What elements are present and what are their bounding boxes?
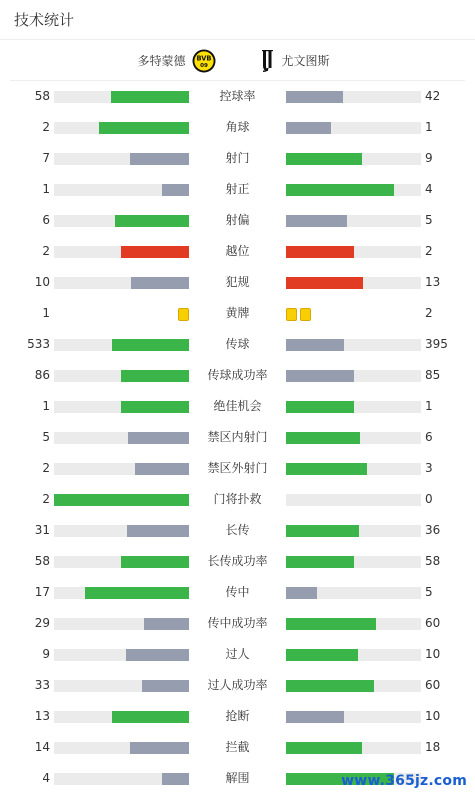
home-value: 4 xyxy=(42,771,50,785)
home-bar xyxy=(162,184,189,196)
stat-row xyxy=(0,732,475,763)
away-bar-track xyxy=(286,432,421,444)
away-value: 395 xyxy=(425,337,448,351)
home-bar-track xyxy=(54,680,189,692)
away-value: 13 xyxy=(425,275,441,289)
home-bar xyxy=(112,339,189,351)
home-value: 58 xyxy=(34,554,50,568)
away-bar-track xyxy=(286,463,421,475)
home-bar-track xyxy=(54,91,189,103)
home-bar xyxy=(144,618,189,630)
home-bar xyxy=(121,401,189,413)
stat-label: 长传成功率 xyxy=(207,554,268,568)
home-bar-track xyxy=(54,401,189,413)
away-value: 1 xyxy=(425,399,433,413)
away-bar-track xyxy=(286,246,421,258)
watermark: www.365jz.com xyxy=(341,773,467,789)
away-bar-track xyxy=(286,680,421,692)
stat-row xyxy=(0,453,475,484)
home-bar xyxy=(142,680,189,692)
stat-label: 传球 xyxy=(225,337,250,351)
away-bar-track xyxy=(286,153,421,165)
away-bar xyxy=(286,711,344,723)
stat-row xyxy=(0,360,475,391)
away-bar xyxy=(286,370,354,382)
stat-row xyxy=(0,701,475,732)
stat-label: 控球率 xyxy=(219,89,256,103)
home-bar xyxy=(130,742,189,754)
team-header xyxy=(10,40,465,81)
home-bar xyxy=(121,246,189,258)
home-bar-track xyxy=(54,463,189,475)
home-value: 2 xyxy=(42,461,50,475)
stat-row xyxy=(0,422,475,453)
home-bar xyxy=(135,463,189,475)
away-bar-track xyxy=(286,184,421,196)
away-bar xyxy=(286,742,362,754)
stat-row xyxy=(0,670,475,701)
away-bar-track xyxy=(286,215,421,227)
home-value: 533 xyxy=(27,337,50,351)
stat-label: 抢断 xyxy=(225,709,250,723)
away-value: 2 xyxy=(425,306,433,320)
stat-label: 解围 xyxy=(225,771,250,785)
bvb-logo-icon xyxy=(192,49,216,73)
away-bar xyxy=(286,122,331,134)
stat-label: 犯规 xyxy=(225,275,250,289)
home-cards xyxy=(54,308,189,321)
home-bar xyxy=(130,153,189,165)
yellow-card-icon xyxy=(178,308,189,321)
home-value: 14 xyxy=(34,740,50,754)
stat-label: 传中 xyxy=(225,585,250,599)
away-bar-track xyxy=(286,122,421,134)
stat-row xyxy=(0,174,475,205)
home-bar-track xyxy=(54,432,189,444)
stat-label: 过人 xyxy=(225,647,250,661)
away-bar xyxy=(286,556,354,568)
home-bar xyxy=(111,91,189,103)
svg-text:09: 09 xyxy=(199,62,208,69)
home-bar-track xyxy=(54,370,189,382)
home-bar xyxy=(131,277,189,289)
away-value: 1 xyxy=(425,120,433,134)
home-value: 2 xyxy=(42,244,50,258)
away-value: 5 xyxy=(425,213,433,227)
home-bar-track xyxy=(54,587,189,599)
away-value: 85 xyxy=(425,368,441,382)
away-bar xyxy=(286,618,376,630)
header xyxy=(0,0,475,40)
yellow-card-icon xyxy=(300,308,311,321)
home-bar-track xyxy=(54,773,189,785)
away-value: 5 xyxy=(425,585,433,599)
home-value: 1 xyxy=(42,182,50,196)
home-value: 2 xyxy=(42,492,50,506)
home-value: 13 xyxy=(34,709,50,723)
home-bar xyxy=(121,556,189,568)
away-bar-track xyxy=(286,91,421,103)
away-value: 9 xyxy=(425,151,433,165)
home-bar xyxy=(126,649,189,661)
home-bar-track xyxy=(54,711,189,723)
stat-label: 角球 xyxy=(225,120,250,134)
away-bar xyxy=(286,339,344,351)
home-bar-track xyxy=(54,246,189,258)
away-value: 0 xyxy=(425,492,433,506)
stat-label: 绝佳机会 xyxy=(213,399,262,413)
away-value: 6 xyxy=(425,430,433,444)
home-bar-track xyxy=(54,742,189,754)
stat-label: 禁区外射门 xyxy=(207,461,268,475)
home-bar xyxy=(115,215,189,227)
home-bar xyxy=(99,122,189,134)
away-bar-track xyxy=(286,494,421,506)
home-value: 86 xyxy=(34,368,50,382)
away-bar xyxy=(286,649,358,661)
stat-row xyxy=(0,515,475,546)
home-bar xyxy=(85,587,189,599)
away-team[interactable] xyxy=(260,40,330,81)
home-value: 1 xyxy=(42,306,50,320)
away-bar xyxy=(286,91,343,103)
home-bar-track xyxy=(54,277,189,289)
svg-text:BVB: BVB xyxy=(196,54,211,63)
home-bar-track xyxy=(54,215,189,227)
home-value: 29 xyxy=(34,616,50,630)
stat-label: 禁区内射门 xyxy=(207,430,268,444)
away-value: 18 xyxy=(425,740,441,754)
stat-label: 拦截 xyxy=(225,740,250,754)
home-team[interactable] xyxy=(137,40,215,81)
away-bar-track xyxy=(286,277,421,289)
stat-row xyxy=(0,236,475,267)
stat-label: 越位 xyxy=(225,244,250,258)
home-value: 7 xyxy=(42,151,50,165)
home-bar-track xyxy=(54,494,189,506)
stat-row xyxy=(0,329,475,360)
page-title: 技术统计 xyxy=(14,11,75,29)
away-team-name: 尤文图斯 xyxy=(281,54,330,68)
away-value: 60 xyxy=(425,678,441,692)
home-bar xyxy=(54,494,189,506)
away-bar-track xyxy=(286,556,421,568)
away-value: 10 xyxy=(425,647,441,661)
home-bar-track xyxy=(54,525,189,537)
stat-row xyxy=(0,577,475,608)
home-bar-track xyxy=(54,556,189,568)
home-bar xyxy=(112,711,189,723)
home-bar xyxy=(121,370,189,382)
away-bar xyxy=(286,277,363,289)
home-bar xyxy=(162,773,189,785)
away-bar xyxy=(286,432,360,444)
home-team-name: 多特蒙德 xyxy=(137,54,186,68)
stat-row xyxy=(0,267,475,298)
away-value: 2 xyxy=(425,244,433,258)
home-value: 5 xyxy=(42,430,50,444)
away-value: 10 xyxy=(425,709,441,723)
away-bar xyxy=(286,215,347,227)
away-bar-track xyxy=(286,525,421,537)
away-value: 4 xyxy=(425,182,433,196)
away-bar xyxy=(286,680,374,692)
away-value: 42 xyxy=(425,89,441,103)
home-bar-track xyxy=(54,153,189,165)
stat-row xyxy=(0,112,475,143)
away-bar xyxy=(286,184,394,196)
away-value: 60 xyxy=(425,616,441,630)
stat-row xyxy=(0,81,475,112)
away-bar-track xyxy=(286,370,421,382)
stat-label: 长传 xyxy=(225,523,250,537)
juventus-logo-icon xyxy=(260,49,276,73)
home-value: 31 xyxy=(34,523,50,537)
away-cards xyxy=(286,308,421,321)
home-value: 17 xyxy=(34,585,50,599)
away-bar-track xyxy=(286,339,421,351)
away-bar xyxy=(286,463,367,475)
stat-label: 门将扑救 xyxy=(213,492,262,506)
stats-list xyxy=(0,81,475,794)
yellow-card-icon xyxy=(286,308,297,321)
stat-label: 过人成功率 xyxy=(207,678,268,692)
stat-row xyxy=(0,639,475,670)
stat-row xyxy=(0,391,475,422)
home-bar xyxy=(127,525,189,537)
stat-row xyxy=(0,143,475,174)
away-bar-track xyxy=(286,711,421,723)
stat-label: 黄牌 xyxy=(225,306,250,320)
away-value: 36 xyxy=(425,523,441,537)
home-value: 33 xyxy=(34,678,50,692)
stat-row xyxy=(0,484,475,515)
away-bar-track xyxy=(286,618,421,630)
stat-row xyxy=(0,546,475,577)
home-bar-track xyxy=(54,339,189,351)
away-bar-track xyxy=(286,742,421,754)
stat-label: 传球成功率 xyxy=(207,368,268,382)
home-bar-track xyxy=(54,184,189,196)
away-bar-track xyxy=(286,649,421,661)
stat-row xyxy=(0,298,475,329)
stat-label: 传中成功率 xyxy=(207,616,268,630)
home-value: 2 xyxy=(42,120,50,134)
away-value: 58 xyxy=(425,554,441,568)
home-value: 6 xyxy=(42,213,50,227)
away-bar xyxy=(286,153,362,165)
home-bar-track xyxy=(54,649,189,661)
away-bar xyxy=(286,246,354,258)
stat-label: 射门 xyxy=(225,151,250,165)
home-bar xyxy=(128,432,189,444)
home-value: 10 xyxy=(34,275,50,289)
home-value: 58 xyxy=(34,89,50,103)
home-bar-track xyxy=(54,618,189,630)
home-bar-track xyxy=(54,122,189,134)
away-bar xyxy=(286,587,317,599)
home-value: 9 xyxy=(42,647,50,661)
home-value: 1 xyxy=(42,399,50,413)
away-value: 3 xyxy=(425,461,433,475)
away-bar xyxy=(286,525,359,537)
away-bar xyxy=(286,401,354,413)
away-bar-track xyxy=(286,401,421,413)
stat-label: 射正 xyxy=(225,182,250,196)
stat-row xyxy=(0,608,475,639)
away-bar-track xyxy=(286,587,421,599)
stat-label: 射偏 xyxy=(225,213,250,227)
stat-row xyxy=(0,205,475,236)
